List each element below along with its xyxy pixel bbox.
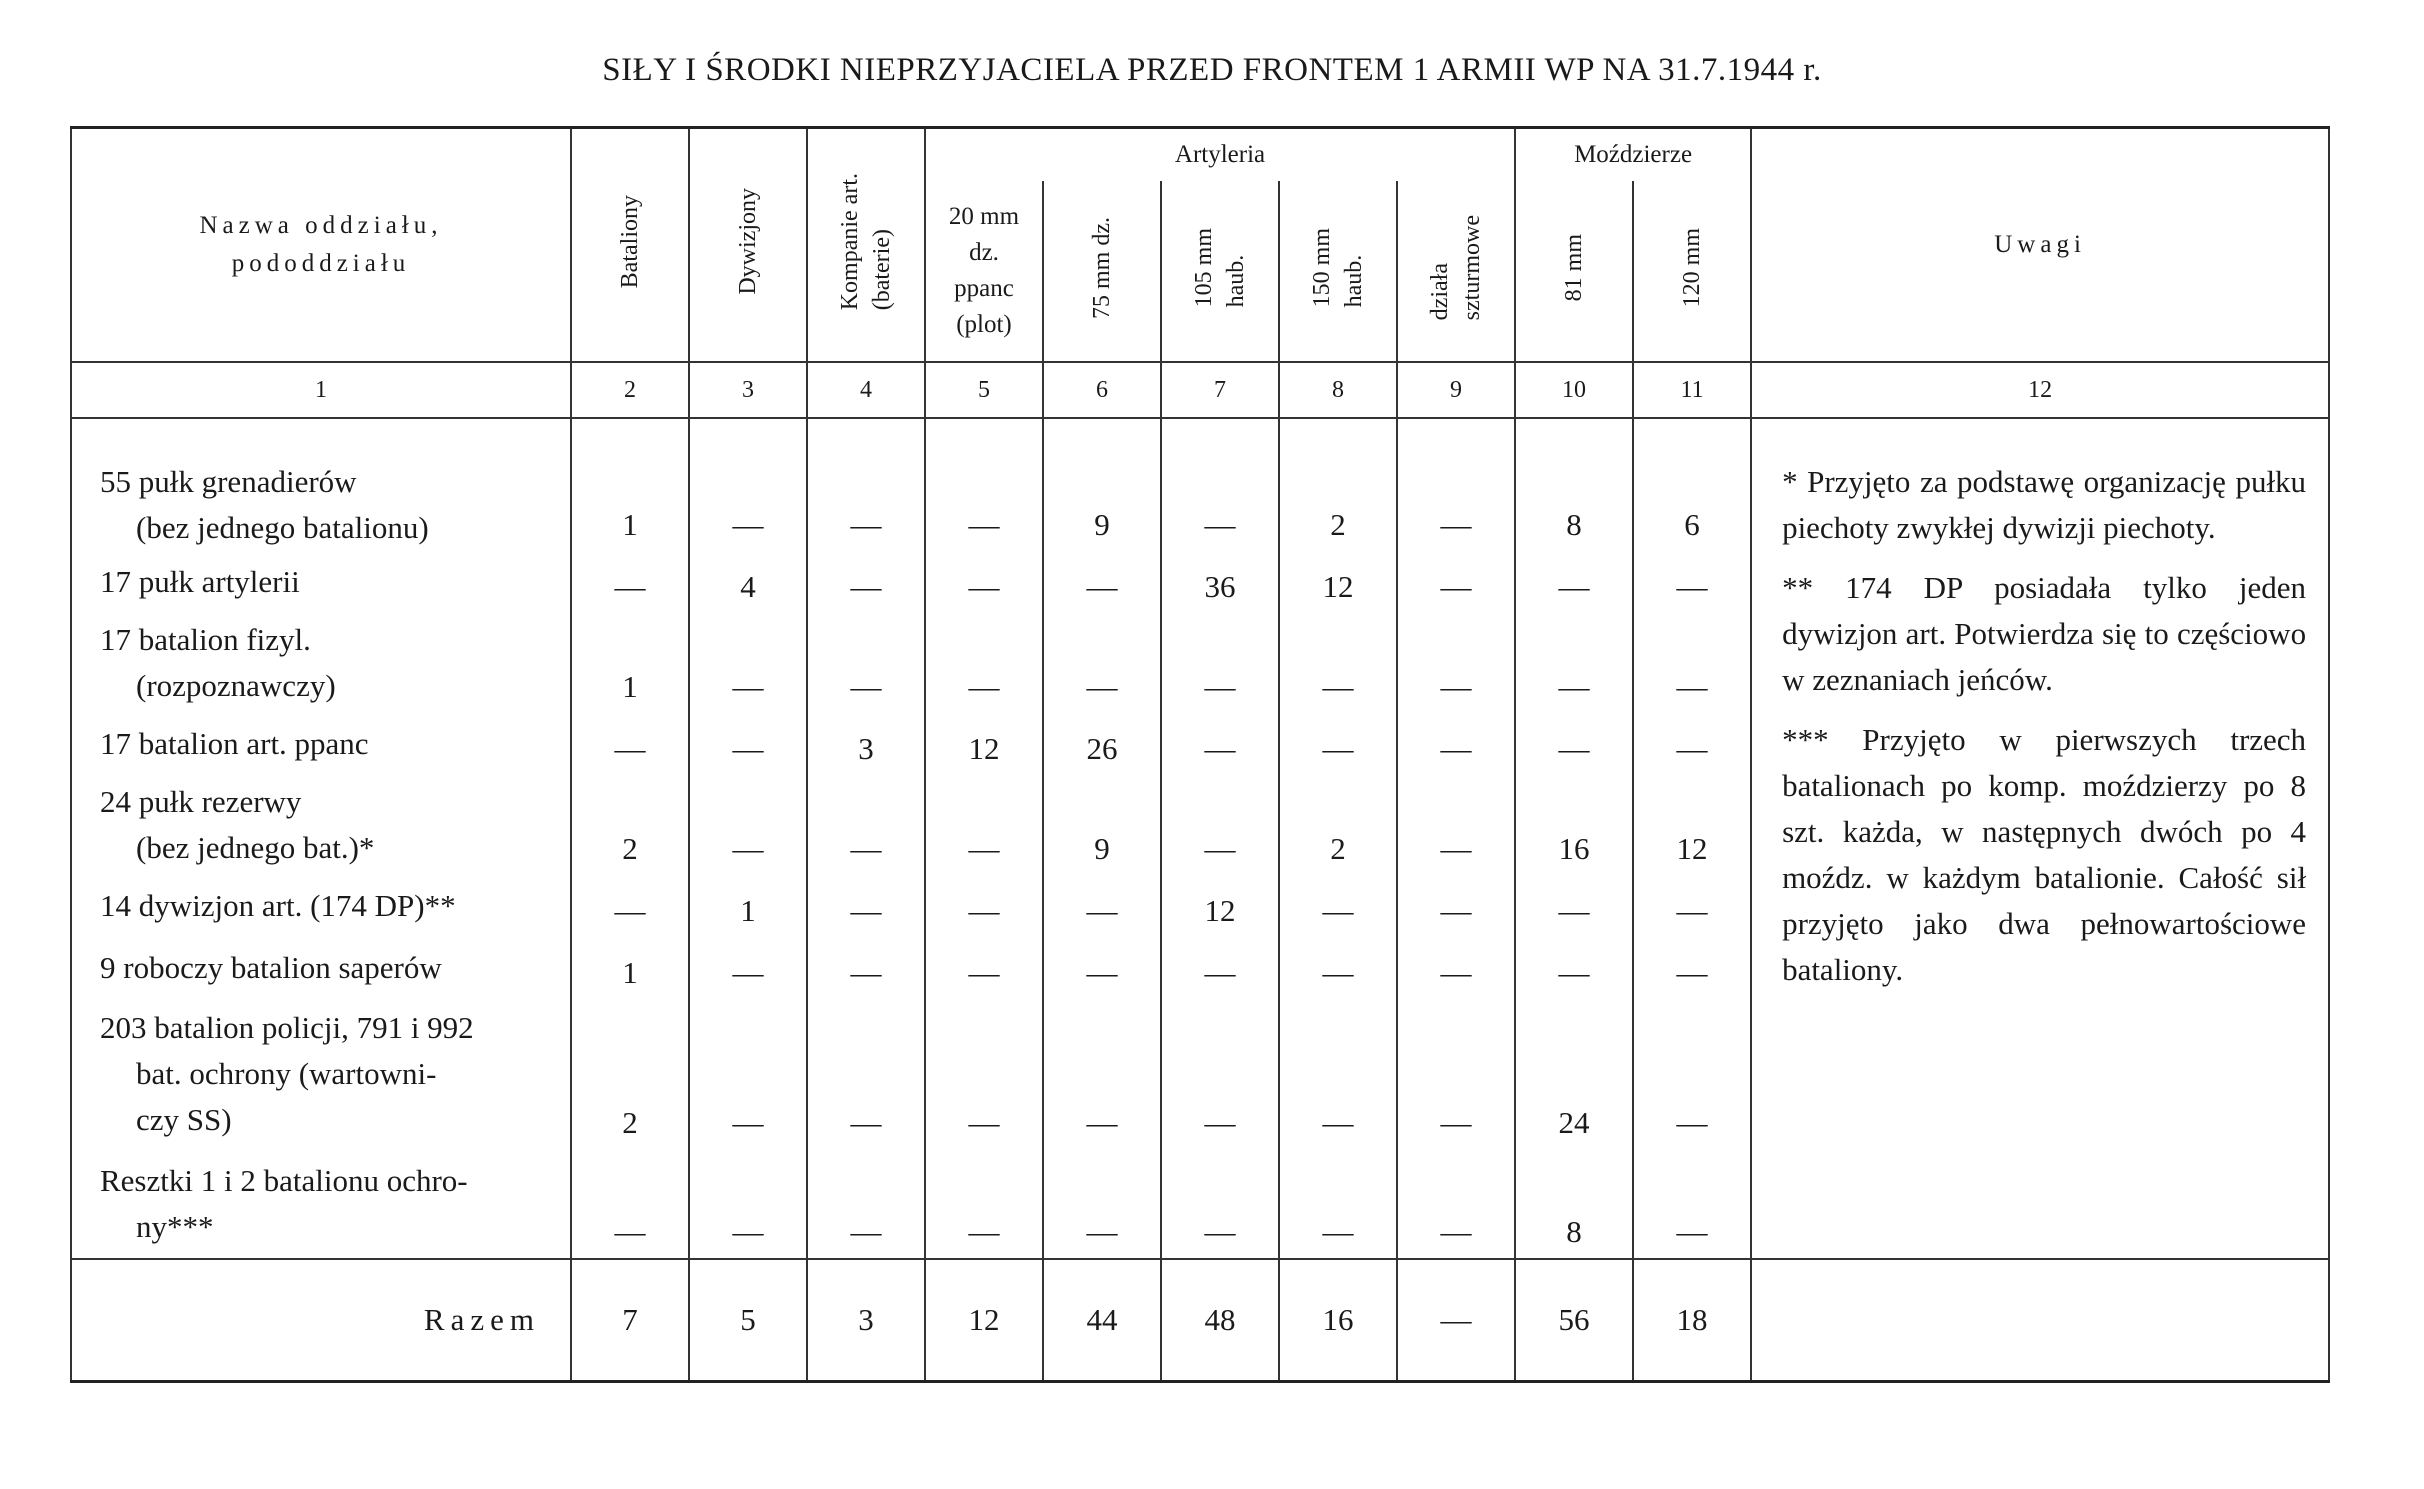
header-name-line1: Nazwa oddziału, xyxy=(199,212,443,239)
cell-value: 1 xyxy=(571,418,689,551)
cell-value: 24 xyxy=(1515,999,1633,1149)
cell-value: — xyxy=(1043,937,1161,999)
header-uwagi: Uwagi xyxy=(1751,128,2329,363)
note-text: *** Przyjęto w pierwszych trzech batalionach po komp. moździerzy po 8 szt. każda, w następnych dwóch po 4 moźdz. w każdym batalionie. Całość sił przyjęto jako dwa pełnowartościowe bataliony. xyxy=(1782,722,2307,987)
cell-value: — xyxy=(571,551,689,613)
cell-value: — xyxy=(807,613,925,713)
cell-value: 8 xyxy=(1515,418,1633,551)
header-m-120mm: 120 mm xyxy=(1633,181,1751,362)
cell-value: — xyxy=(1633,551,1751,613)
cell-value: — xyxy=(1515,875,1633,937)
cell-value: — xyxy=(1161,613,1279,713)
cell-value: — xyxy=(807,551,925,613)
header-m-81mm: 81 mm xyxy=(1515,181,1633,362)
header-dywizjony: Dywizjony xyxy=(689,128,807,363)
cell-value: — xyxy=(1397,937,1515,999)
cell-value: 3 xyxy=(807,713,925,775)
cell-value: 6 xyxy=(1633,418,1751,551)
cell-value: 1 xyxy=(689,875,807,937)
table-row xyxy=(71,418,2329,551)
cell-value: — xyxy=(1397,613,1515,713)
header-art-105mm: 105 mm haub. xyxy=(1161,181,1279,362)
total-value: 5 xyxy=(689,1259,807,1382)
total-value: 12 xyxy=(925,1259,1043,1382)
cell-value: — xyxy=(925,418,1043,551)
cell-value: — xyxy=(689,999,807,1149)
header-name xyxy=(71,128,571,363)
unit-name-line: 24 pułk rezerwy xyxy=(100,784,302,819)
cell-value: — xyxy=(807,775,925,875)
cell-value: — xyxy=(1043,1149,1161,1259)
unit-name-line: bat. ochrony (wartowni- xyxy=(136,1056,437,1091)
cell-value: — xyxy=(807,875,925,937)
unit-name-line: ny*** xyxy=(136,1208,214,1244)
unit-name-line: 14 dywizjon art. (174 DP)** xyxy=(100,888,456,923)
cell-value: — xyxy=(1279,613,1397,713)
total-value: 7 xyxy=(571,1259,689,1382)
unit-name xyxy=(71,999,571,1149)
cell-value: — xyxy=(1279,1149,1397,1259)
cell-value: 2 xyxy=(1279,418,1397,551)
cell-value: 9 xyxy=(1043,775,1161,875)
cell-value: — xyxy=(1515,713,1633,775)
unit-name-line: 17 batalion fizyl. xyxy=(100,622,311,657)
notes-cell xyxy=(1751,418,2329,1259)
cell-value: — xyxy=(689,418,807,551)
forces-table xyxy=(70,126,2330,1383)
unit-name xyxy=(71,613,571,713)
cell-value: — xyxy=(571,1149,689,1259)
unit-name-line: 55 pułk grenadierów xyxy=(100,464,357,499)
cell-value: 4 xyxy=(689,551,807,613)
cell-value: 12 xyxy=(1161,875,1279,937)
cell-value: 12 xyxy=(925,713,1043,775)
cell-value: — xyxy=(807,999,925,1149)
total-value: 56 xyxy=(1515,1259,1633,1382)
unit-name xyxy=(71,937,571,999)
cell-value: — xyxy=(1161,999,1279,1149)
page-title: SIŁY I ŚRODKI NIEPRZYJACIELA PRZED FRONTEM 1 ARMII WP NA 31.7.1944 r. xyxy=(602,52,1822,88)
cell-value: — xyxy=(1633,937,1751,999)
total-notes-empty xyxy=(1751,1259,2329,1382)
cell-value: — xyxy=(1397,551,1515,613)
unit-name-line: Resztki 1 i 2 batalionu ochro- xyxy=(100,1162,468,1198)
total-value: 48 xyxy=(1161,1259,1279,1382)
cell-value: — xyxy=(1043,875,1161,937)
cell-value: 16 xyxy=(1515,775,1633,875)
note-text: * Przyjęto za podstawę organizację pułku piechoty zwykłej dywizji piechoty. xyxy=(1782,464,2307,545)
unit-name-line: czy SS) xyxy=(136,1102,232,1137)
cell-value: — xyxy=(925,1149,1043,1259)
header-art-20mm: 20 mm dz. ppanc (plot) xyxy=(925,181,1043,362)
cell-value: — xyxy=(1397,713,1515,775)
unit-name xyxy=(71,1149,571,1259)
cell-value: — xyxy=(1397,999,1515,1149)
total-value: — xyxy=(1397,1259,1515,1382)
unit-name-line: (bez jednego batalionu) xyxy=(136,510,429,545)
cell-value: — xyxy=(925,999,1043,1149)
cell-value: 36 xyxy=(1161,551,1279,613)
cell-value: — xyxy=(1397,775,1515,875)
cell-value: — xyxy=(807,1149,925,1259)
cell-value: 1 xyxy=(571,613,689,713)
header-art-150mm: 150 mm haub. xyxy=(1279,181,1397,362)
cell-value: — xyxy=(1161,713,1279,775)
cell-value: — xyxy=(1161,1149,1279,1259)
cell-value: — xyxy=(1633,1149,1751,1259)
cell-value: — xyxy=(1633,713,1751,775)
cell-value: — xyxy=(1633,999,1751,1149)
cell-value: 12 xyxy=(1279,551,1397,613)
cell-value: 26 xyxy=(1043,713,1161,775)
cell-value: — xyxy=(571,875,689,937)
cell-value: — xyxy=(689,713,807,775)
total-label: Razem xyxy=(71,1259,571,1382)
header-artyleria: Artyleria xyxy=(925,128,1515,182)
header-kompanie: Kompanie art. (baterie) xyxy=(807,128,925,363)
cell-value: — xyxy=(925,775,1043,875)
cell-value: 2 xyxy=(571,775,689,875)
cell-value: — xyxy=(1161,775,1279,875)
cell-value: — xyxy=(1515,937,1633,999)
cell-value: — xyxy=(925,937,1043,999)
cell-value: — xyxy=(1515,551,1633,613)
cell-value: 2 xyxy=(571,999,689,1149)
cell-value: — xyxy=(807,418,925,551)
cell-value: — xyxy=(689,775,807,875)
cell-value: — xyxy=(689,937,807,999)
cell-value: 1 xyxy=(571,937,689,999)
cell-value: — xyxy=(1043,999,1161,1149)
header-name-line2: pododdziału xyxy=(231,250,411,277)
unit-name xyxy=(71,551,571,613)
cell-value: 2 xyxy=(1279,775,1397,875)
unit-name xyxy=(71,775,571,875)
unit-name-line: (bez jednego bat.)* xyxy=(136,830,375,865)
cell-value: 9 xyxy=(1043,418,1161,551)
cell-value: — xyxy=(1161,937,1279,999)
total-value: 44 xyxy=(1043,1259,1161,1382)
cell-value: — xyxy=(1397,875,1515,937)
unit-name xyxy=(71,875,571,937)
unit-name-line: 9 roboczy batalion saperów xyxy=(100,950,442,985)
cell-value: — xyxy=(689,1149,807,1259)
cell-value: — xyxy=(1397,418,1515,551)
cell-value: — xyxy=(1279,999,1397,1149)
header-art-75mm: 75 mm dz. xyxy=(1043,181,1161,362)
unit-name-line: 17 pułk artylerii xyxy=(100,564,300,599)
cell-value: — xyxy=(925,551,1043,613)
unit-name-line: 17 batalion art. ppanc xyxy=(100,726,369,761)
note-text: ** 174 DP posiadała tylko jeden dywizjon art. Potwierdza się to częściowo w zeznaniach jeńców. xyxy=(1782,570,2307,697)
header-art-dzialo: działa szturmowe xyxy=(1397,181,1515,362)
header-bataliony: Bataliony xyxy=(571,128,689,363)
unit-name xyxy=(71,418,571,551)
cell-value: — xyxy=(925,613,1043,713)
cell-value: — xyxy=(1161,418,1279,551)
unit-name xyxy=(71,713,571,775)
header-mozdzierze: Moździerze xyxy=(1515,128,1751,182)
total-value: 3 xyxy=(807,1259,925,1382)
cell-value: — xyxy=(571,713,689,775)
cell-value: — xyxy=(1279,937,1397,999)
cell-value: — xyxy=(689,613,807,713)
cell-value: — xyxy=(925,875,1043,937)
cell-value: — xyxy=(1279,713,1397,775)
unit-name-line: (rozpoznawczy) xyxy=(136,668,336,703)
total-value: 18 xyxy=(1633,1259,1751,1382)
total-row xyxy=(71,1259,2329,1382)
cell-value: — xyxy=(1043,551,1161,613)
cell-value: — xyxy=(1397,1149,1515,1259)
unit-name-line: 203 batalion policji, 791 i 992 xyxy=(100,1010,474,1045)
cell-value: — xyxy=(807,937,925,999)
cell-value: — xyxy=(1043,613,1161,713)
cell-value: — xyxy=(1515,613,1633,713)
cell-value: — xyxy=(1633,613,1751,713)
column-numbers-row: 1 2 3 4 5 6 7 8 9 10 11 12 xyxy=(71,362,2329,418)
cell-value: — xyxy=(1279,875,1397,937)
cell-value: 8 xyxy=(1515,1149,1633,1259)
cell-value: — xyxy=(1633,875,1751,937)
total-value: 16 xyxy=(1279,1259,1397,1382)
cell-value: 12 xyxy=(1633,775,1751,875)
